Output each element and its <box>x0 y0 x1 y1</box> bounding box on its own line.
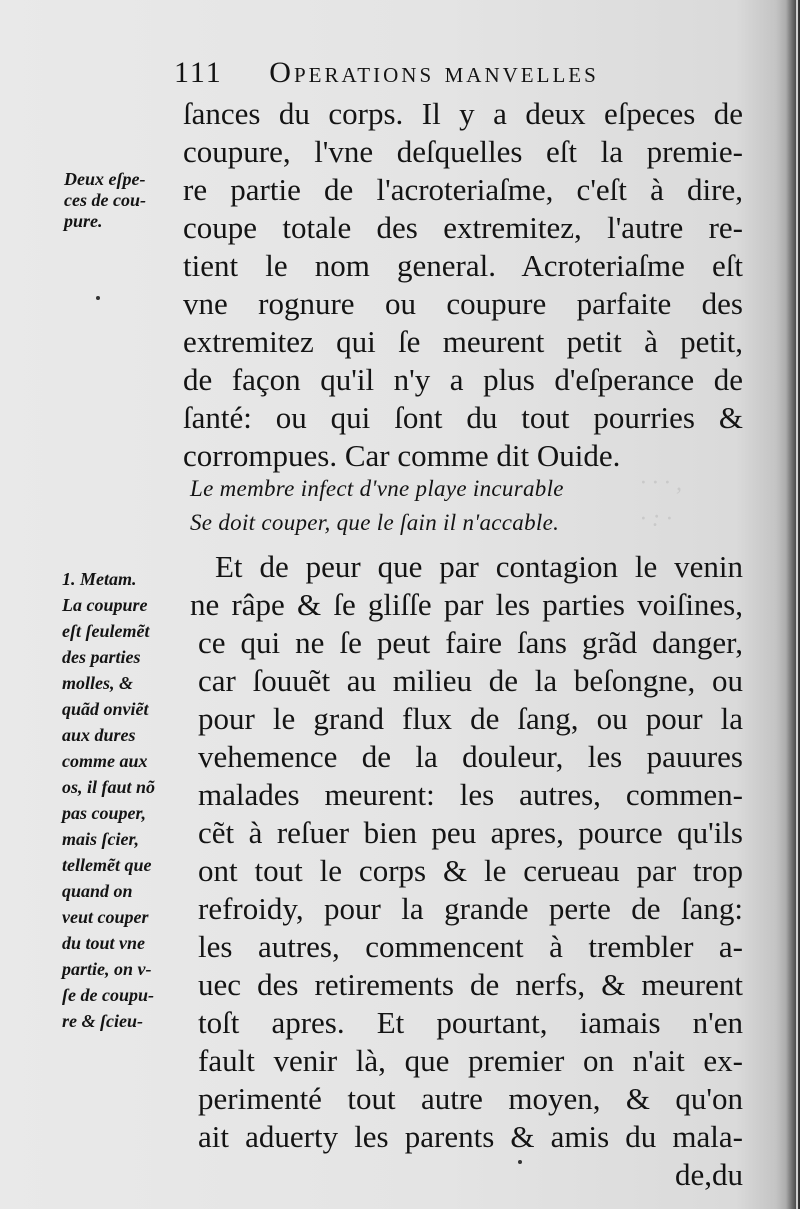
bleed-through: · · · , <box>640 470 682 496</box>
page-edge-highlight <box>796 0 798 1209</box>
body-line: vne rognure ou coupure parfaite des <box>183 286 743 321</box>
page-number: 111 <box>174 56 223 89</box>
margin-note-line: quãd onviẽt <box>62 699 149 719</box>
body-line: uec des retirements de nerfs, & meurent <box>198 967 743 1002</box>
margin-note-line: quand on <box>62 881 133 901</box>
margin-note-line: 1. Metam. <box>62 569 137 589</box>
margin-note-line: aux dures <box>62 725 136 745</box>
body-line: fault venir là, que premier on n'ait ex- <box>198 1043 743 1078</box>
body-line: cẽt à reſuer bien peu apres, pource qu'ils <box>198 815 743 850</box>
body-line: Et de peur que par contagion le venin <box>215 549 743 584</box>
body-line: vehemence de la douleur, les pauures <box>198 739 743 774</box>
verse-line: Le membre infect d'vne playe incurable <box>190 476 564 501</box>
body-line: extremitez qui ſe meurent petit à petit, <box>183 324 743 359</box>
margin-note-line: La coupure <box>62 595 148 615</box>
margin-note-line: ſe de coupu- <box>62 985 154 1005</box>
margin-note-line: pas couper, <box>62 803 147 823</box>
body-line: perimenté tout autre moyen, & qu'on <box>198 1081 743 1116</box>
margin-note-line: eſt ſeulemẽt <box>62 621 150 641</box>
body-line: refroidy, pour la grande perte de ſang: <box>198 891 743 926</box>
body-line: ne râpe & ſe gliſſe par les parties voiſines, <box>190 587 743 622</box>
body-line: ce qui ne ſe peut faire ſans grãd danger, <box>198 625 743 660</box>
margin-note-line: pure. <box>64 211 103 231</box>
body-line: de façon qu'il n'y a plus d'eſperance de <box>183 362 743 397</box>
margin-note-line: comme aux <box>62 751 148 771</box>
running-header <box>174 56 599 90</box>
margin-note-line: des parties <box>62 647 141 667</box>
margin-note-line: ces de cou- <box>64 190 146 210</box>
body-line: re partie de l'acroteriaſme, c'eſt à dire, <box>183 172 743 207</box>
margin-note-line: veut couper <box>62 907 149 927</box>
body-line: tient le nom general. Acroteriaſme eſt <box>183 248 743 283</box>
margin-note-line: tellemẽt que <box>62 855 152 875</box>
margin-note-line: Deux eſpe- <box>64 169 146 189</box>
ink-speck <box>96 296 100 300</box>
verse-line: Se doit couper, que le ſain il n'accable. <box>190 510 560 535</box>
body-line: malades meurent: les autres, commen- <box>198 777 743 812</box>
body-line: toſt apres. Et pourtant, iamais n'en <box>198 1005 743 1040</box>
body-line: pour le grand flux de ſang, ou pour la <box>198 701 743 736</box>
margin-note-2 <box>62 566 187 1034</box>
catchword: de,du <box>674 1157 743 1192</box>
body-line: coupure, l'vne deſquelles eſt la premie- <box>183 134 743 169</box>
body-line: ont tout le corps & le cerueau par trop <box>198 853 743 888</box>
body-line: les autres, commencent à trembler a- <box>198 929 743 964</box>
body-line: coupe totale des extremitez, l'autre re- <box>183 210 743 245</box>
margin-note-1 <box>64 170 182 233</box>
body-line: car ſouuẽt au milieu de la beſongne, ou <box>198 663 743 698</box>
margin-note-line: molles, & <box>62 673 133 693</box>
margin-note-line: os, il faut nõ <box>62 777 156 797</box>
running-title: Operations manvelles <box>269 56 599 89</box>
body-line: ſanté: ou qui ſont du tout pourries & <box>183 400 743 435</box>
body-line: corrompues. Car comme dit Ouide. <box>183 438 621 473</box>
margin-note-line: re & ſcieu- <box>62 1011 143 1031</box>
body-line: ait aduerty les parents & amis du mala- <box>198 1119 743 1154</box>
body-line: ſances du corps. Il y a deux eſpeces de <box>183 96 743 131</box>
margin-note-line: mais ſcier, <box>62 829 139 849</box>
bleed-through: · : · <box>640 506 672 532</box>
margin-note-line: partie, on v- <box>62 959 152 979</box>
margin-note-line: du tout vne <box>62 933 146 953</box>
